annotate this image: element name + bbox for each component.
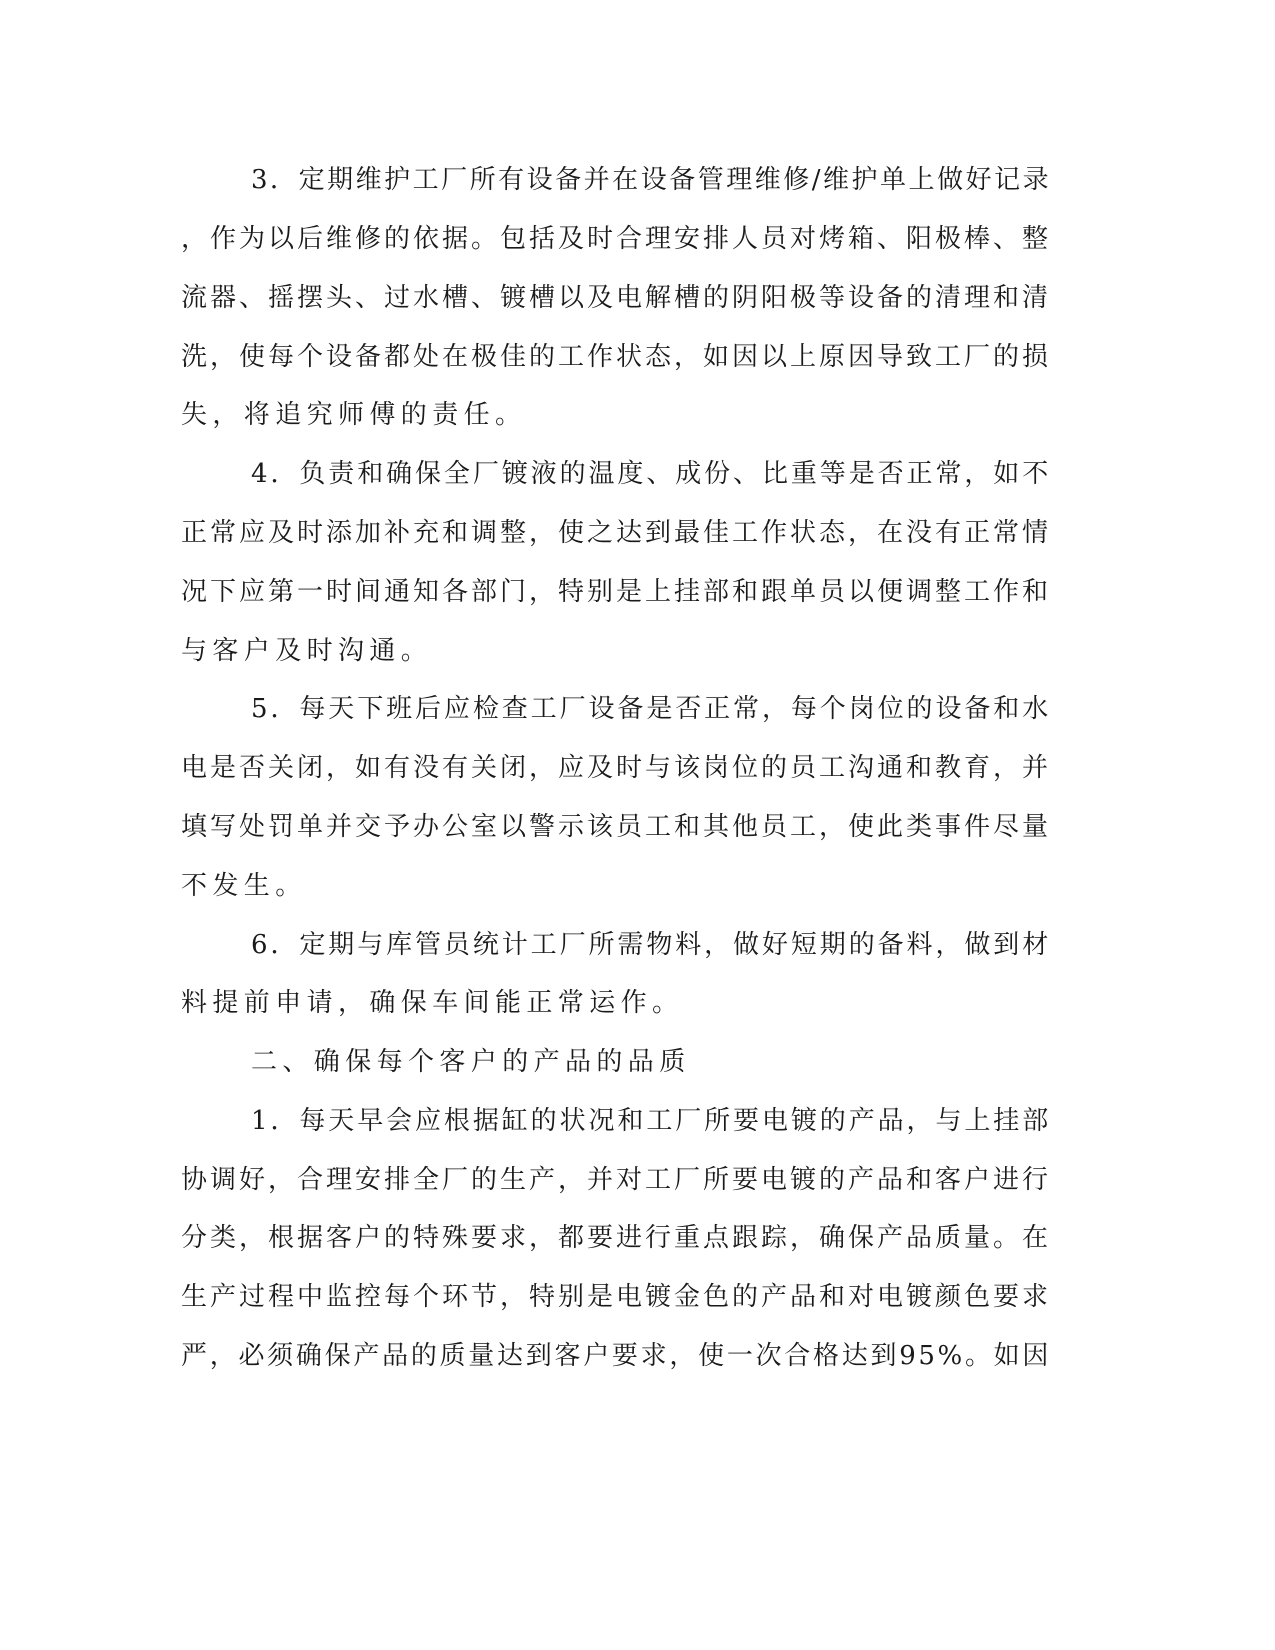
text-line: 与客户及时沟通。 — [181, 636, 433, 666]
text-line: 况下应第一时间通知各部门，特别是上挂部和跟单员以便调整工作和 — [181, 577, 1052, 607]
text-line: 协调好，合理安排全厂的生产，并对工厂所要电镀的产品和客户进行 — [181, 1165, 1052, 1195]
text-line: 失，将追究师傅的责任。 — [181, 400, 527, 430]
text-line: 电是否关闭，如有没有关闭，应及时与该岗位的员工沟通和教育，并 — [181, 753, 1052, 783]
text-line: 1．每天早会应根据缸的状况和工厂所要电镀的产品，与上挂部 — [251, 1106, 1051, 1136]
text-line: 洗，使每个设备都处在极佳的工作状态，如因以上原因导致工厂的损 — [181, 342, 1052, 372]
text-line: 5．每天下班后应检查工厂设备是否正常，每个岗位的设备和水 — [251, 694, 1051, 724]
text-line: ，作为以后维修的依据。包括及时合理安排人员对烤箱、阳极棒、整 — [181, 224, 1052, 254]
text-line: 料提前申请，确保车间能正常运作。 — [181, 988, 684, 1018]
section-heading: 二、确保每个客户的产品的品质 — [251, 1047, 691, 1077]
text-line: 填写处罚单并交予办公室以警示该员工和其他员工，使此类事件尽量 — [181, 812, 1052, 842]
text-line: 6．定期与库管员统计工厂所需物料，做好短期的备料，做到材 — [251, 930, 1051, 960]
text-line: 分类，根据客户的特殊要求，都要进行重点跟踪，确保产品质量。在 — [181, 1223, 1052, 1253]
text-line: 不发生。 — [181, 871, 307, 901]
text-line: 严，必须确保产品的质量达到客户要求，使一次合格达到95%。如因 — [181, 1341, 1051, 1371]
text-line: 流器、摇摆头、过水槽、镀槽以及电解槽的阴阳极等设备的清理和清 — [181, 283, 1052, 313]
text-line: 正常应及时添加补充和调整，使之达到最佳工作状态，在没有正常情 — [181, 518, 1052, 548]
text-line: 生产过程中监控每个环节，特别是电镀金色的产品和对电镀颜色要求 — [181, 1282, 1052, 1312]
text-line: 4．负责和确保全厂镀液的温度、成份、比重等是否正常，如不 — [251, 459, 1051, 489]
text-line: 3．定期维护工厂所有设备并在设备管理维修/维护单上做好记录 — [251, 165, 1051, 195]
